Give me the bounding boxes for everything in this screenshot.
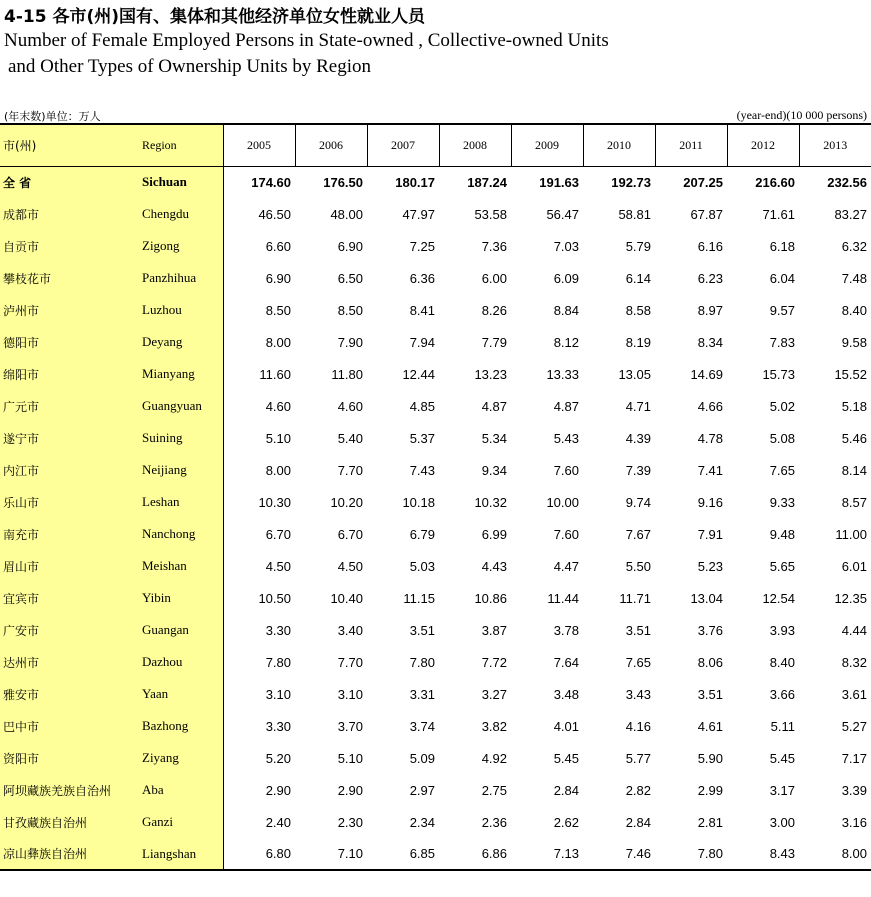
value-cell: 58.81: [618, 206, 651, 222]
value-cell: 180.17: [395, 174, 435, 190]
value-cell: 8.26: [481, 302, 507, 318]
table-row: [0, 550, 871, 582]
value-cell: 174.60: [251, 174, 291, 190]
value-cell: 7.72: [481, 654, 507, 670]
value-cell: 4.60: [337, 398, 363, 414]
value-cell: 13.23: [474, 366, 507, 382]
value-cell: 3.10: [265, 686, 291, 702]
value-cell: 5.65: [769, 558, 795, 574]
value-cell: 2.62: [553, 814, 579, 830]
region-name-en: Guangyuan: [140, 390, 223, 422]
value-cell: 8.00: [799, 838, 871, 870]
table-row: [0, 742, 871, 774]
value-cell: 3.30: [265, 718, 291, 734]
value-cell: 10.50: [258, 590, 291, 606]
region-name-en: Yaan: [140, 678, 223, 710]
value-cell: 3.43: [625, 686, 651, 702]
value-cell: 6.70: [337, 526, 363, 542]
region-name-en: Zigong: [140, 230, 223, 262]
region-name-cn: 遂宁市: [0, 422, 140, 454]
value-cell: 5.50: [625, 558, 651, 574]
value-cell: 3.76: [697, 622, 723, 638]
value-cell: 67.87: [690, 206, 723, 222]
region-name-cn: 宜宾市: [0, 582, 140, 614]
value-cell: 47.97: [402, 206, 435, 222]
value-cell: 8.57: [841, 494, 867, 510]
region-name-cn: 乐山市: [0, 486, 140, 518]
region-name-cn: 达州市: [0, 646, 140, 678]
table-row: [0, 838, 871, 870]
value-cell: 5.27: [841, 718, 867, 734]
value-cell: 4.71: [625, 398, 651, 414]
value-cell: 3.10: [337, 686, 363, 702]
value-cell: 9.57: [769, 302, 795, 318]
value-cell: 4.39: [625, 430, 651, 446]
region-name-cn: 广安市: [0, 614, 140, 646]
region-name-cn: 泸州市: [0, 294, 140, 326]
region-name-cn: 眉山市: [0, 550, 140, 582]
value-cell: 5.46: [841, 430, 867, 446]
value-cell: 10.30: [258, 494, 291, 510]
value-cell: 9.74: [625, 494, 651, 510]
value-cell: 3.16: [841, 814, 867, 830]
region-name-en: Dazhou: [140, 646, 223, 678]
value-cell: 8.40: [769, 654, 795, 670]
value-cell: 3.51: [625, 622, 651, 638]
value-cell: 8.58: [625, 302, 651, 318]
value-cell: 9.34: [481, 462, 507, 478]
value-cell: 9.48: [769, 526, 795, 542]
value-cell: 6.50: [337, 270, 363, 286]
value-cell: 232.56: [827, 174, 867, 190]
value-cell: 3.78: [553, 622, 579, 638]
header-year: 2005: [223, 124, 295, 166]
value-cell: 7.13: [511, 838, 583, 870]
value-cell: 6.14: [625, 270, 651, 286]
value-cell: 14.69: [690, 366, 723, 382]
value-cell: 6.18: [769, 238, 795, 254]
value-cell: 6.90: [337, 238, 363, 254]
region-name-cn: 凉山彝族自治州: [0, 838, 140, 870]
region-name-cn: 成都市: [0, 198, 140, 230]
value-cell: 3.00: [769, 814, 795, 830]
region-name-cn: 广元市: [0, 390, 140, 422]
table-row: [0, 294, 871, 326]
value-cell: 7.60: [553, 526, 579, 542]
value-cell: 6.01: [841, 558, 867, 574]
value-cell: 5.90: [697, 750, 723, 766]
value-cell: 3.51: [409, 622, 435, 638]
value-cell: 8.12: [553, 334, 579, 350]
region-name-en: Bazhong: [140, 710, 223, 742]
table-row: [0, 326, 871, 358]
region-name-en: Yibin: [140, 582, 223, 614]
value-cell: 6.32: [841, 238, 867, 254]
value-cell: 187.24: [467, 174, 507, 190]
value-cell: 7.10: [295, 838, 367, 870]
value-cell: 2.81: [697, 814, 723, 830]
value-cell: 2.90: [337, 782, 363, 798]
value-cell: 3.40: [337, 622, 363, 638]
region-name-en: Mianyang: [140, 358, 223, 390]
value-cell: 8.50: [337, 302, 363, 318]
region-name-cn: 自贡市: [0, 230, 140, 262]
value-cell: 3.70: [337, 718, 363, 734]
value-cell: 71.61: [762, 206, 795, 222]
header-year: 2011: [655, 124, 727, 166]
value-cell: 5.34: [481, 430, 507, 446]
value-cell: 7.60: [553, 462, 579, 478]
value-cell: 6.79: [409, 526, 435, 542]
region-name-en: Deyang: [140, 326, 223, 358]
value-cell: 6.86: [439, 838, 511, 870]
table-row: [0, 358, 871, 390]
region-name-cn: 资阳市: [0, 742, 140, 774]
value-cell: 83.27: [834, 206, 867, 222]
value-cell: 8.84: [553, 302, 579, 318]
value-cell: 5.79: [625, 238, 651, 254]
value-cell: 5.45: [553, 750, 579, 766]
table-row: [0, 646, 871, 678]
value-cell: 4.78: [697, 430, 723, 446]
value-cell: 5.11: [770, 718, 795, 734]
value-cell: 176.50: [323, 174, 363, 190]
value-cell: 3.31: [409, 686, 435, 702]
value-cell: 207.25: [683, 174, 723, 190]
value-cell: 4.43: [481, 558, 507, 574]
value-cell: 3.48: [553, 686, 579, 702]
header-year: 2012: [727, 124, 799, 166]
value-cell: 5.18: [841, 398, 867, 414]
value-cell: 11.60: [259, 366, 291, 382]
table-row: [0, 422, 871, 454]
value-cell: 15.52: [834, 366, 867, 382]
value-cell: 5.10: [265, 430, 291, 446]
value-cell: 5.09: [409, 750, 435, 766]
value-cell: 3.61: [841, 686, 867, 702]
value-cell: 15.73: [762, 366, 795, 382]
value-cell: 6.00: [481, 270, 507, 286]
value-cell: 7.80: [409, 654, 435, 670]
table-header-row: [0, 124, 871, 166]
value-cell: 11.80: [331, 366, 363, 382]
value-cell: 6.16: [697, 238, 723, 254]
value-cell: 2.90: [265, 782, 291, 798]
value-cell: 13.05: [618, 366, 651, 382]
value-cell: 4.61: [697, 718, 723, 734]
region-name-cn: 甘孜藏族自治州: [0, 806, 140, 838]
value-cell: 7.80: [655, 838, 727, 870]
value-cell: 8.32: [841, 654, 867, 670]
value-cell: 11.15: [403, 590, 435, 606]
region-name-en: Liangshan: [140, 838, 223, 870]
value-cell: 3.27: [481, 686, 507, 702]
value-cell: 4.85: [409, 398, 435, 414]
value-cell: 5.08: [769, 430, 795, 446]
value-cell: 3.87: [481, 622, 507, 638]
value-cell: 5.77: [625, 750, 651, 766]
value-cell: 56.47: [546, 206, 579, 222]
value-cell: 4.01: [553, 718, 579, 734]
value-cell: 8.00: [265, 462, 291, 478]
value-cell: 3.74: [409, 718, 435, 734]
value-cell: 2.75: [481, 782, 507, 798]
value-cell: 7.41: [697, 462, 723, 478]
value-cell: 5.02: [769, 398, 795, 414]
value-cell: 13.33: [546, 366, 579, 382]
table-row: [0, 518, 871, 550]
table-row: [0, 390, 871, 422]
table-row: [0, 486, 871, 518]
table-row-total: [0, 166, 871, 198]
value-cell: 4.87: [553, 398, 579, 414]
table-row: [0, 454, 871, 486]
header-region: Region: [140, 124, 223, 166]
header-year: 2013: [799, 124, 871, 166]
region-name-en: Neijiang: [140, 454, 223, 486]
value-cell: 7.03: [553, 238, 579, 254]
header-year: 2009: [511, 124, 583, 166]
value-cell: 6.99: [481, 526, 507, 542]
region-name-en: Chengdu: [140, 198, 223, 230]
header-year: 2010: [583, 124, 655, 166]
value-cell: 12.54: [762, 590, 795, 606]
value-cell: 7.64: [553, 654, 579, 670]
page-title-cn: 4-15 各市(州)国有、集体和其他经济单位女性就业人员: [4, 7, 425, 27]
value-cell: 10.40: [330, 590, 363, 606]
region-name-cn: 全 省: [0, 166, 140, 198]
value-cell: 13.04: [690, 590, 723, 606]
value-cell: 7.70: [337, 654, 363, 670]
region-name-en: Aba: [140, 774, 223, 806]
value-cell: 2.99: [697, 782, 723, 798]
value-cell: 6.60: [265, 238, 291, 254]
value-cell: 7.48: [841, 270, 867, 286]
value-cell: 7.94: [409, 334, 435, 350]
region-name-en: Sichuan: [140, 166, 223, 198]
value-cell: 2.34: [409, 814, 435, 830]
value-cell: 9.33: [769, 494, 795, 510]
value-cell: 5.03: [409, 558, 435, 574]
region-name-cn: 绵阳市: [0, 358, 140, 390]
table-row: [0, 806, 871, 838]
value-cell: 192.73: [611, 174, 651, 190]
table-row: [0, 230, 871, 262]
region-name-en: Ziyang: [140, 742, 223, 774]
unit-label-cn: (年末数)单位：万人: [4, 110, 101, 123]
value-cell: 8.06: [697, 654, 723, 670]
value-cell: 7.79: [481, 334, 507, 350]
region-name-en: Suining: [140, 422, 223, 454]
value-cell: 10.00: [546, 494, 579, 510]
value-cell: 216.60: [755, 174, 795, 190]
value-cell: 8.00: [265, 334, 291, 350]
value-cell: 4.47: [553, 558, 579, 574]
value-cell: 7.46: [583, 838, 655, 870]
value-cell: 5.45: [769, 750, 795, 766]
value-cell: 10.86: [474, 590, 507, 606]
region-name-cn: 攀枝花市: [0, 262, 140, 294]
value-cell: 2.36: [481, 814, 507, 830]
value-cell: 6.36: [409, 270, 435, 286]
value-cell: 46.50: [258, 206, 291, 222]
table-row: [0, 198, 871, 230]
region-name-cn: 内江市: [0, 454, 140, 486]
value-cell: 7.70: [337, 462, 363, 478]
value-cell: 3.51: [697, 686, 723, 702]
value-cell: 7.67: [625, 526, 651, 542]
value-cell: 6.90: [265, 270, 291, 286]
table-row: [0, 614, 871, 646]
value-cell: 7.36: [481, 238, 507, 254]
value-cell: 4.50: [337, 558, 363, 574]
value-cell: 2.40: [265, 814, 291, 830]
value-cell: 2.82: [625, 782, 651, 798]
value-cell: 2.84: [625, 814, 651, 830]
value-cell: 8.40: [841, 302, 867, 318]
value-cell: 7.39: [625, 462, 651, 478]
table-row: [0, 262, 871, 294]
region-name-cn: 南充市: [0, 518, 140, 550]
value-cell: 8.43: [727, 838, 799, 870]
value-cell: 11.71: [619, 590, 651, 606]
value-cell: 2.30: [337, 814, 363, 830]
data-table: [0, 123, 871, 871]
value-cell: 8.14: [841, 462, 867, 478]
value-cell: 6.70: [265, 526, 291, 542]
value-cell: 2.84: [553, 782, 579, 798]
value-cell: 8.97: [697, 302, 723, 318]
table-row: [0, 678, 871, 710]
value-cell: 3.66: [769, 686, 795, 702]
value-cell: 3.30: [265, 622, 291, 638]
value-cell: 8.34: [697, 334, 723, 350]
value-cell: 4.92: [481, 750, 507, 766]
region-name-en: Panzhihua: [140, 262, 223, 294]
value-cell: 7.65: [769, 462, 795, 478]
value-cell: 5.10: [337, 750, 363, 766]
region-name-en: Ganzi: [140, 806, 223, 838]
value-cell: 48.00: [330, 206, 363, 222]
value-cell: 7.25: [409, 238, 435, 254]
value-cell: 2.97: [409, 782, 435, 798]
value-cell: 191.63: [539, 174, 579, 190]
value-cell: 7.90: [337, 334, 363, 350]
value-cell: 8.50: [265, 302, 291, 318]
value-cell: 10.20: [330, 494, 363, 510]
value-cell: 12.44: [402, 366, 435, 382]
header-year: 2008: [439, 124, 511, 166]
value-cell: 4.44: [841, 622, 867, 638]
value-cell: 3.17: [769, 782, 795, 798]
value-cell: 7.17: [841, 750, 867, 766]
value-cell: 3.82: [481, 718, 507, 734]
value-cell: 5.37: [409, 430, 435, 446]
value-cell: 6.80: [223, 838, 295, 870]
value-cell: 53.58: [474, 206, 507, 222]
region-name-en: Leshan: [140, 486, 223, 518]
value-cell: 8.41: [409, 302, 435, 318]
value-cell: 7.80: [265, 654, 291, 670]
value-cell: 5.40: [337, 430, 363, 446]
region-name-cn: 德阳市: [0, 326, 140, 358]
table-row: [0, 582, 871, 614]
value-cell: 11.00: [835, 526, 867, 542]
value-cell: 7.83: [769, 334, 795, 350]
value-cell: 12.35: [834, 590, 867, 606]
value-cell: 5.20: [265, 750, 291, 766]
value-cell: 8.19: [625, 334, 651, 350]
value-cell: 6.85: [367, 838, 439, 870]
page-title-en-line2: and Other Types of Ownership Units by Region: [8, 56, 371, 77]
value-cell: 4.87: [481, 398, 507, 414]
value-cell: 6.04: [769, 270, 795, 286]
value-cell: 10.32: [474, 494, 507, 510]
value-cell: 3.39: [841, 782, 867, 798]
value-cell: 9.16: [697, 494, 723, 510]
value-cell: 6.23: [697, 270, 723, 286]
table-row: [0, 710, 871, 742]
unit-label-en: (year-end)(10 000 persons): [736, 108, 867, 122]
table-body: [0, 166, 871, 870]
value-cell: 5.23: [697, 558, 723, 574]
header-year: 2007: [367, 124, 439, 166]
value-cell: 3.93: [769, 622, 795, 638]
value-cell: 7.65: [625, 654, 651, 670]
value-cell: 4.16: [625, 718, 651, 734]
value-cell: 10.18: [402, 494, 435, 510]
table-row: [0, 774, 871, 806]
region-name-cn: 阿坝藏族羌族自治州: [0, 774, 140, 806]
value-cell: 5.43: [553, 430, 579, 446]
value-cell: 7.91: [697, 526, 723, 542]
value-cell: 4.60: [265, 398, 291, 414]
region-name-en: Luzhou: [140, 294, 223, 326]
page-title-en-line1: Number of Female Employed Persons in State-owned , Collective-owned Units: [4, 30, 609, 51]
value-cell: 7.43: [409, 462, 435, 478]
value-cell: 6.09: [553, 270, 579, 286]
region-name-cn: 雅安市: [0, 678, 140, 710]
region-name-en: Guangan: [140, 614, 223, 646]
region-name-cn: 巴中市: [0, 710, 140, 742]
value-cell: 4.66: [697, 398, 723, 414]
value-cell: 11.44: [547, 590, 579, 606]
value-cell: 9.58: [841, 334, 867, 350]
header-city: 市(州): [0, 124, 140, 166]
region-name-en: Meishan: [140, 550, 223, 582]
value-cell: 4.50: [265, 558, 291, 574]
header-year: 2006: [295, 124, 367, 166]
region-name-en: Nanchong: [140, 518, 223, 550]
